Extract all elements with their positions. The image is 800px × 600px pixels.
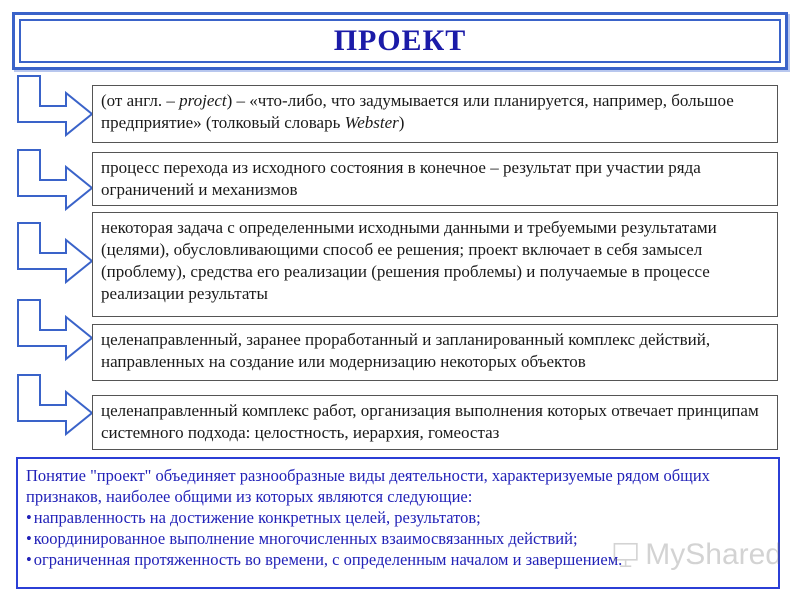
definition-text: целенаправленный комплекс работ, организация выполнения которых отвечает принципам системного подхода: целостность, иерархия, гомеостаз bbox=[101, 401, 759, 442]
definition-box-3 bbox=[92, 212, 778, 317]
bullet: • bbox=[26, 529, 32, 548]
definition-text: (от англ. – bbox=[101, 91, 180, 110]
summary-list-item bbox=[26, 507, 770, 528]
page-title: ПРОЕКТ bbox=[333, 24, 467, 57]
summary-item-text: направленность на достижение конкретных целей, результатов; bbox=[33, 508, 481, 527]
watermark bbox=[612, 530, 782, 580]
definition-source-webster: Webster bbox=[344, 113, 399, 132]
definition-text: процесс перехода из исходного состояния в конечное – результат при участии ряда ограничений и механизмов bbox=[101, 158, 701, 199]
definition-box-5 bbox=[92, 395, 778, 450]
definition-box-4 bbox=[92, 324, 778, 381]
right-arrow-icon bbox=[18, 300, 92, 359]
definition-text: ) bbox=[398, 113, 405, 132]
definition-text: целенаправленный, заранее проработанный и запланированный комплекс действий, направленных на создание или модернизацию некоторых объектов bbox=[101, 330, 711, 371]
summary-intro: Понятие "проект" объединяет разнообразные виды деятельности, характеризуемые рядом общих признаков, наиболее общими из которых являются следующие: bbox=[26, 466, 710, 506]
summary-item-text: ограниченная протяженность во времени, с определенным началом и завершением. bbox=[33, 550, 623, 569]
definition-box-2 bbox=[92, 152, 778, 206]
right-arrow-icon bbox=[18, 223, 92, 282]
presentation-icon bbox=[612, 538, 639, 572]
summary-item-text: координированное выполнение многочисленных взаимосвязанных действий; bbox=[33, 529, 578, 548]
right-arrow-icon bbox=[18, 76, 92, 135]
definition-text: ) – «что-либо, что задумывается или планируется, например, большое предприятие» (толковый словарь bbox=[101, 91, 734, 132]
definition-term-project: project bbox=[179, 91, 227, 110]
definition-box-1 bbox=[92, 85, 778, 143]
watermark-text: MyShared bbox=[645, 538, 782, 571]
right-arrow-icon bbox=[18, 150, 92, 209]
definition-text: некоторая задача с определенными исходными данными и требуемыми результатами (целями), обусловливающими способ ее решения; проект включает в себя замысел (проблему), средства его реализации (решения проблемы) и получаемые в процессе реализации результаты bbox=[101, 218, 717, 303]
right-arrow-icon bbox=[18, 375, 92, 434]
bullet: • bbox=[26, 550, 32, 569]
bullet: • bbox=[26, 508, 32, 527]
